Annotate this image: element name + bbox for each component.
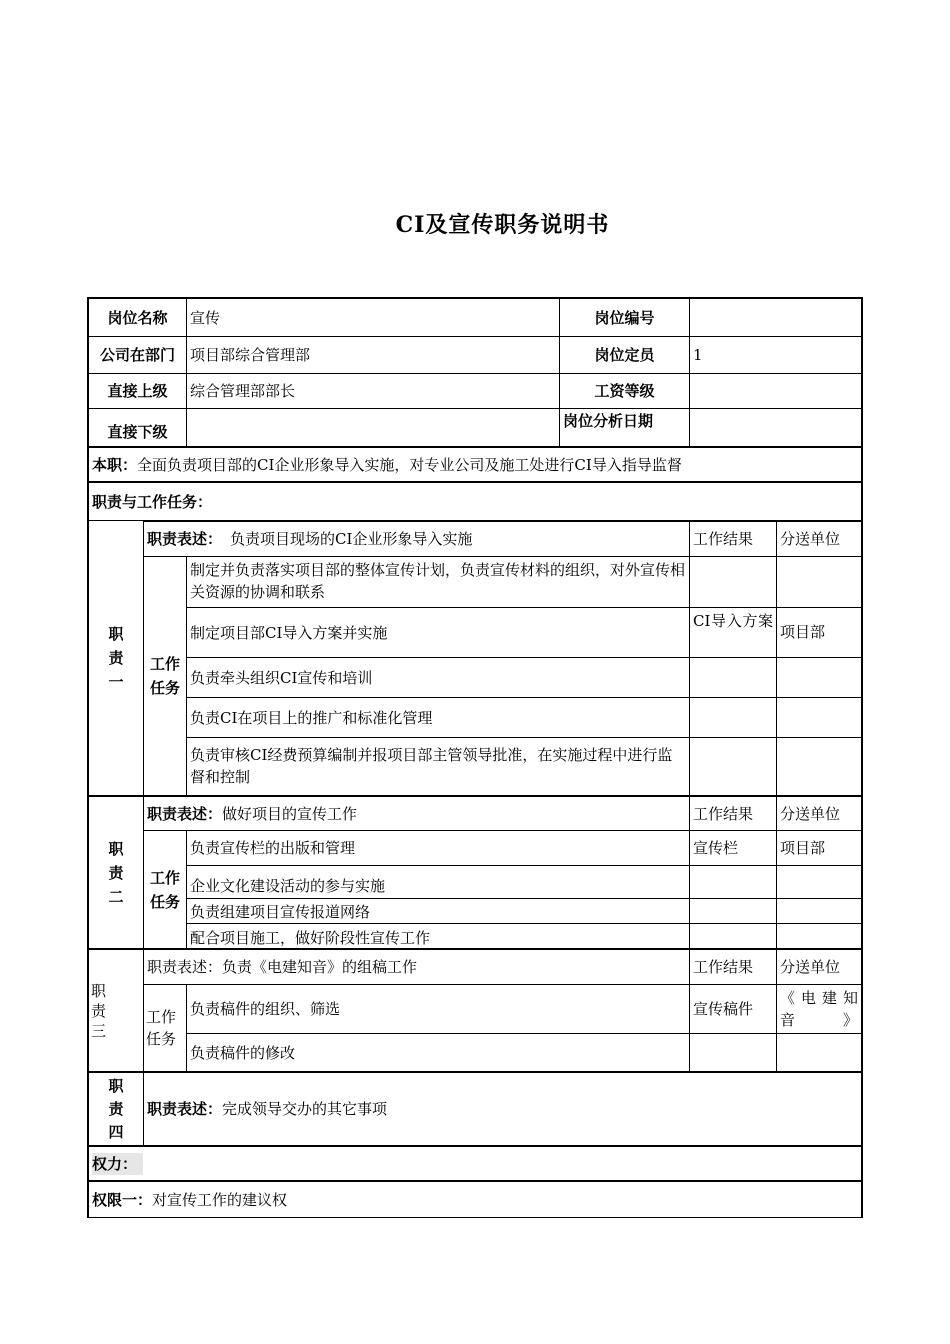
tasks-label-1 (143, 556, 187, 796)
task-3-2-recipient (776, 1033, 863, 1072)
page-title: CI及宣传职务说明书 (395, 212, 610, 238)
duty-label-4 (87, 1071, 144, 1146)
duty-desc-label-3: 职责表述： (147, 958, 223, 976)
duty-desc-3 (143, 948, 690, 985)
duty-desc-text-1: 负责项目现场的CI企业形象导入实施 (230, 530, 473, 548)
authority-heading-row (87, 1145, 863, 1182)
superior-value: 综合管理部部长 (186, 373, 560, 409)
task-3-2-result (689, 1033, 777, 1072)
task-2-4-recipient (776, 923, 863, 949)
salary-label: 工资等级 (559, 373, 690, 409)
task-1-1: 制定并负责落实项目部的整体宣传计划，负责宣传材料的组织，对外宣传相关资源的协调和联系 (186, 556, 690, 608)
tasks-label-3-text: 工作任务 (146, 1008, 177, 1048)
tasks-label-2 (143, 830, 187, 949)
tasks-label-2-text: 工作任务 (149, 868, 180, 911)
dept-value: 项目部综合管理部 (186, 336, 560, 374)
task-3-1: 负责稿件的组织、筛选 (186, 984, 690, 1034)
post-name-label: 岗位名称 (87, 297, 187, 337)
duty-desc-label-2: 职责表述： (147, 804, 223, 823)
task-2-4: 配合项目施工，做好阶段性宣传工作 (186, 923, 690, 949)
duty-label-3 (87, 948, 144, 1072)
result-header-2: 工作结果 (689, 795, 777, 831)
task-2-3: 负责组建项目宣传报道网络 (186, 898, 690, 924)
salary-value (689, 373, 863, 409)
task-2-3-recipient (776, 898, 863, 924)
duty-desc-2 (143, 795, 690, 831)
task-1-4: 负责CI在项目上的推广和标准化管理 (186, 697, 690, 738)
duty-summary (87, 446, 863, 483)
tasks-label-1-text: 工作任务 (149, 655, 180, 697)
task-3-1-result: 宣传稿件 (689, 984, 777, 1034)
task-1-2-result: CI导入方案 (689, 607, 777, 658)
duty-label-1-text: 职责一 (108, 625, 124, 691)
subordinate-value (186, 408, 560, 447)
task-2-1-recipient: 项目部 (776, 830, 863, 866)
duty-desc-text-2: 做好项目的宣传工作 (222, 804, 358, 823)
post-no-value (689, 297, 863, 337)
duty-summary-label: 本职： (92, 455, 138, 474)
duties-heading: 职责与工作任务： (87, 482, 863, 521)
task-1-1-result (689, 556, 777, 608)
duty-desc-4 (143, 1071, 863, 1146)
post-name-value: 宣传 (186, 297, 560, 337)
task-2-1: 负责宣传栏的出版和管理 (186, 830, 690, 866)
duty-desc-text-4: 完成领导交办的其它事项 (222, 1100, 388, 1118)
task-1-4-result (689, 697, 777, 738)
task-1-1-recipient (776, 556, 863, 608)
headcount-value: 1 (689, 336, 863, 374)
recipient-header-1: 分送单位 (776, 520, 863, 557)
subordinate-label: 直接下级 (87, 408, 187, 447)
task-1-3-result (689, 657, 777, 698)
authority-heading: 权力： (92, 1153, 143, 1175)
duty-desc-text-3: 负责《电建知音》的组稿工作 (222, 958, 418, 976)
task-1-5-recipient (776, 737, 863, 796)
task-1-5-result (689, 737, 777, 796)
task-1-4-recipient (776, 697, 863, 738)
task-2-2-result (689, 865, 777, 899)
superior-label: 直接上级 (87, 373, 187, 409)
duty-label-2-text: 职责二 (108, 839, 124, 906)
duty-summary-text: 全面负责项目部的CI企业形象导入实施，对专业公司及施工处进行CI导入指导监督 (137, 455, 682, 474)
analysis-date-value (689, 408, 863, 447)
task-2-4-result (689, 923, 777, 949)
task-1-5: 负责审核CI经费预算编制并报项目部主管领导批准，在实施过程中进行监督和控制 (186, 737, 690, 796)
result-header-1: 工作结果 (689, 520, 777, 557)
task-3-2: 负责稿件的修改 (186, 1033, 690, 1072)
task-1-2-recipient: 项目部 (776, 607, 863, 658)
recipient-header-2: 分送单位 (776, 795, 863, 831)
task-1-3: 负责牵头组织CI宣传和培训 (186, 657, 690, 698)
duty-label-2 (87, 795, 144, 949)
duty-label-1 (87, 520, 144, 796)
dept-label: 公司在部门 (87, 336, 187, 374)
post-no-label: 岗位编号 (559, 297, 690, 337)
analysis-date-label: 岗位分析日期 (559, 408, 690, 447)
duty-desc-label-1: 职责表述： (147, 530, 223, 548)
task-2-2-recipient (776, 865, 863, 899)
task-2-2: 企业文化建设活动的参与实施 (186, 865, 690, 899)
authority-item-1 (87, 1181, 863, 1218)
headcount-label: 岗位定员 (559, 336, 690, 374)
recipient-header-3: 分送单位 (776, 948, 863, 985)
duty-label-3-text: 职责三 (91, 981, 107, 1040)
task-3-1-recipient: 《电建知音》 (776, 984, 863, 1034)
duty-desc-label-4: 职责表述： (147, 1100, 223, 1118)
duty-desc-1 (143, 520, 690, 557)
result-header-3: 工作结果 (689, 948, 777, 985)
task-1-3-recipient (776, 657, 863, 698)
duty-label-4-text: 职责四 (108, 1076, 124, 1141)
authority-item-label: 权限一： (92, 1190, 153, 1209)
authority-item-text: 对宣传工作的建议权 (152, 1190, 288, 1209)
task-2-3-result (689, 898, 777, 924)
task-1-2: 制定项目部CI导入方案并实施 (186, 607, 690, 658)
tasks-label-3 (143, 984, 187, 1072)
task-2-1-result: 宣传栏 (689, 830, 777, 866)
